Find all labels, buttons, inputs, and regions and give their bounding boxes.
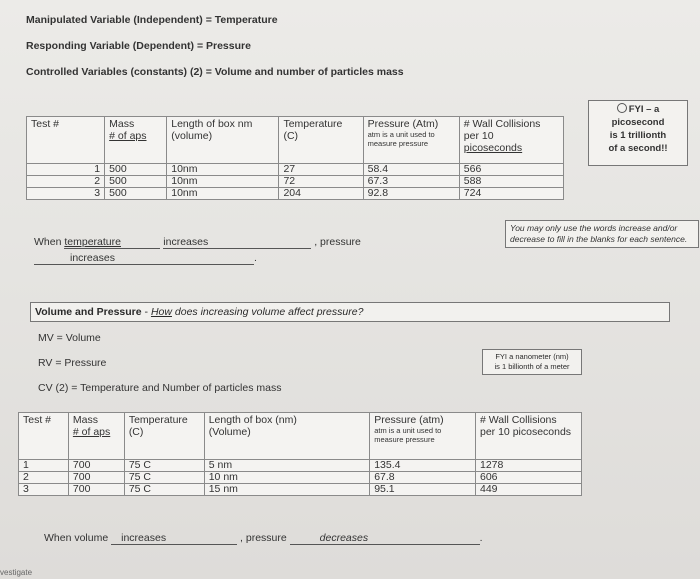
fyi-line-2: picosecond (611, 117, 665, 128)
table-row: 3 700 75 C 15 nm 95.1 449 (19, 484, 582, 496)
header-pressure: Pressure (Atm) atm is a unit used to measure pressure (363, 117, 459, 164)
fyi-line-4: of a second!! (608, 143, 668, 154)
section-2-title-box: Volume and Pressure - How does increasing volume affect pressure? (30, 302, 670, 322)
sentence-1-line-1: When temperature increases , pressure (34, 236, 361, 248)
header-test: Test # (19, 413, 69, 460)
blank-pressure-word[interactable]: decreases (290, 532, 480, 545)
independent-variable-line: Manipulated Variable (Independent) = Temperature (26, 14, 278, 26)
dependent-variable-line: Responding Variable (Dependent) = Pressure (26, 40, 251, 52)
temperature-pressure-table (26, 116, 564, 200)
footer-cut-text: vestigate (0, 568, 33, 577)
header-length: Length of box nm (volume) (167, 117, 279, 164)
fyi-line-1: FYI – a (593, 103, 683, 116)
table-row: 3 500 10nm 204 92.8 724 (27, 188, 564, 200)
blank-volume-word[interactable]: increases (111, 532, 237, 545)
table-header-row (19, 413, 582, 460)
table-row: 2 700 75 C 10 nm 67.8 606 (19, 472, 582, 484)
word-rule-note: You may only use the words increase and/or decrease to fill in the blanks for each sentence. (505, 220, 699, 248)
controlled-variables-line: Controlled Variables (constants) (2) = Volume and number of particles mass (26, 66, 404, 78)
header-wall-collisions: # Wall Collisions per 10 picoseconds (459, 117, 563, 164)
header-temperature: Temperature (C) (124, 413, 204, 460)
fyi-nanometer-box: FYI a nanometer (nm) is 1 billionth of a meter (482, 349, 582, 375)
rv-line: RV = Pressure (38, 357, 107, 369)
header-length: Length of box (nm) (Volume) (204, 413, 369, 460)
table-row: 1 700 75 C 5 nm 135.4 1278 (19, 460, 582, 472)
header-pressure: Pressure (atm) atm is a unit used to measure pressure (370, 413, 476, 460)
blank-variable[interactable]: temperature (64, 236, 160, 249)
sentence-1-line-2: increases . (34, 252, 257, 265)
fyi-line-3: is 1 trillionth (609, 130, 667, 141)
table-row: 1 500 10nm 27 58.4 566 (27, 164, 564, 176)
blank-second-word[interactable]: increases (34, 252, 254, 265)
sentence-2-line: When volume increases , pressure decreases . (44, 532, 483, 544)
fyi-picosecond-box (588, 100, 688, 166)
header-mass: Mass # of aps (68, 413, 124, 460)
header-test: Test # (27, 117, 105, 164)
header-mass: Mass # of aps (105, 117, 167, 164)
info-icon (617, 103, 627, 113)
table-row: 2 500 10nm 72 67.3 588 (27, 176, 564, 188)
volume-pressure-table (18, 412, 582, 496)
table-header-row (27, 117, 564, 164)
header-wall-collisions: # Wall Collisions per 10 picoseconds (476, 413, 582, 460)
header-temperature: Temperature (C) (279, 117, 363, 164)
blank-first-word[interactable]: increases (163, 236, 311, 249)
mv-line: MV = Volume (38, 332, 101, 344)
cv-line: CV (2) = Temperature and Number of particles mass (38, 382, 282, 394)
